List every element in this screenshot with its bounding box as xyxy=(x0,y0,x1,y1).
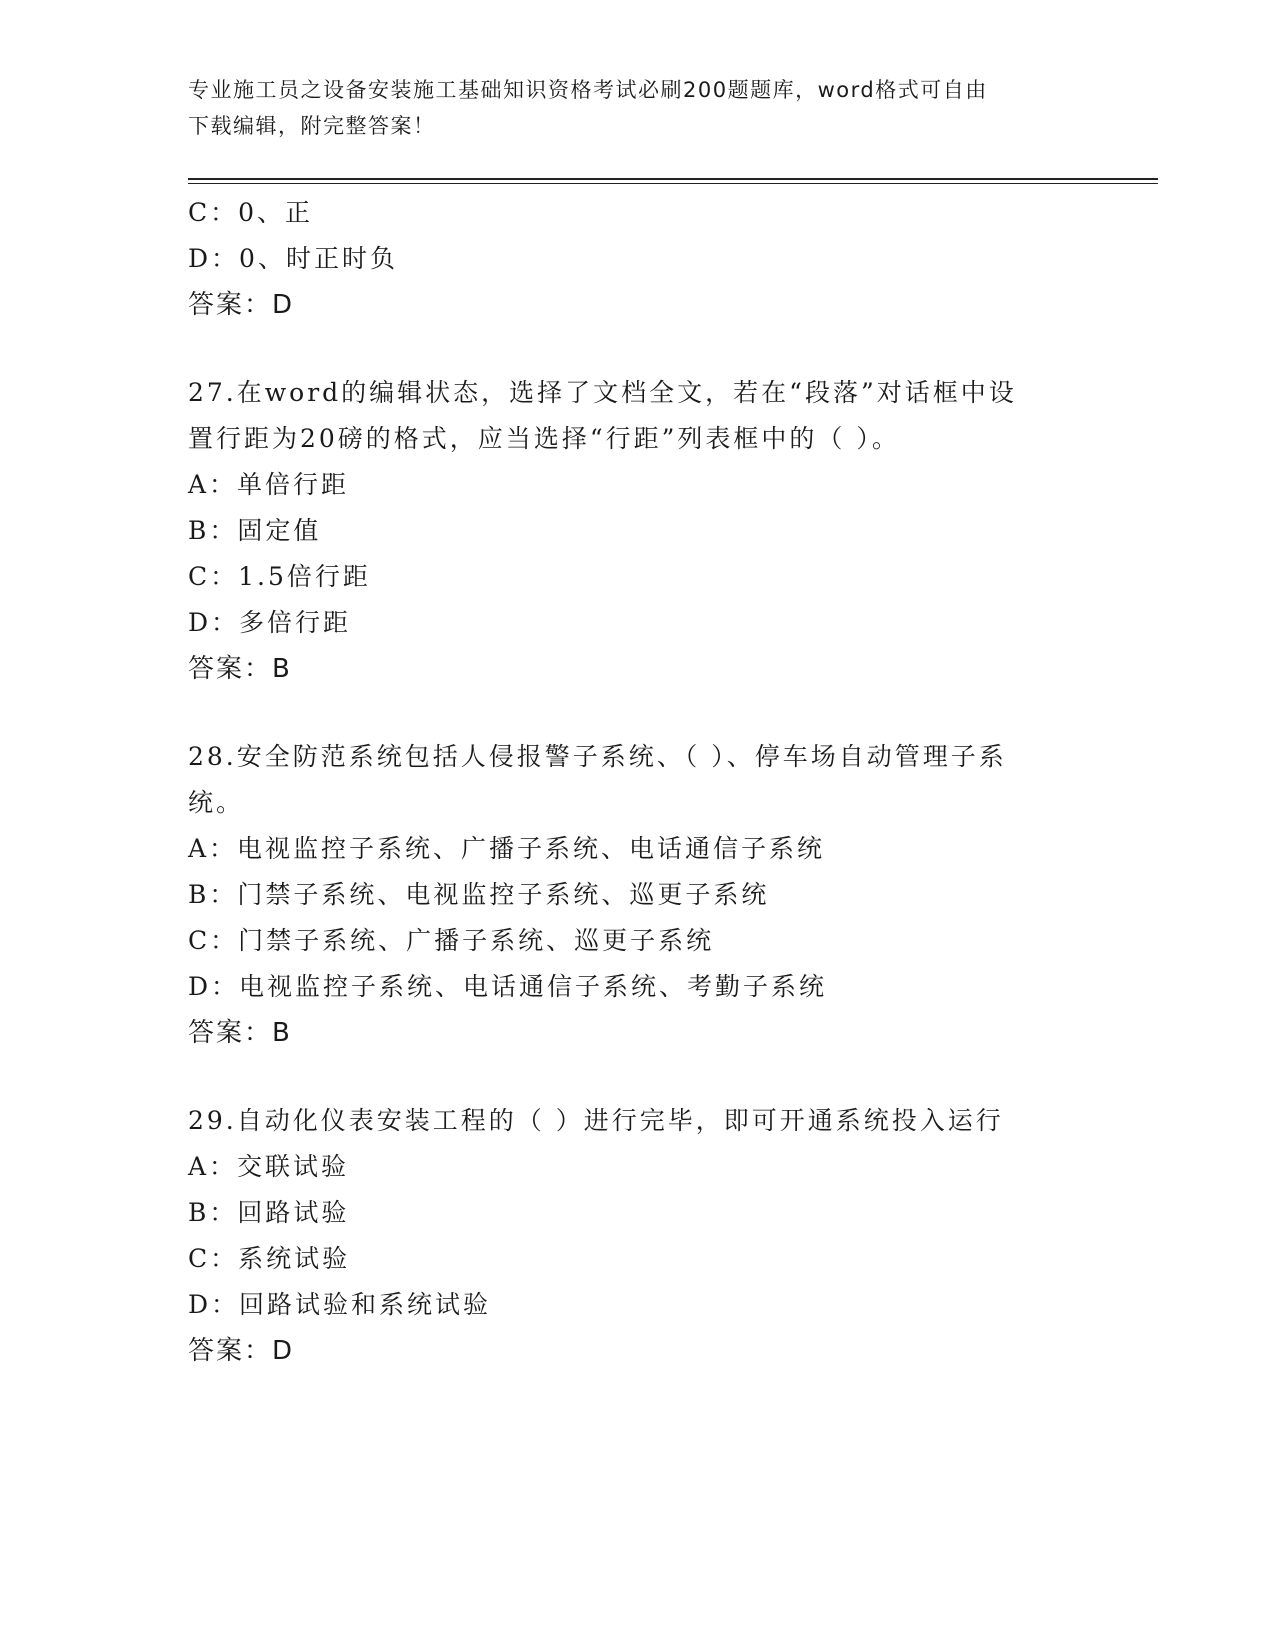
question-stem-line: 29.自动化仪表安装工程的（ ）进行完毕，即可开通系统投入运行 xyxy=(188,1106,1004,1135)
option-a: A：单倍行距 xyxy=(188,470,350,499)
question-29 xyxy=(188,1098,1088,1374)
question-list xyxy=(188,190,1088,1374)
option-b: B：固定值 xyxy=(188,516,322,545)
header-divider-thick xyxy=(188,178,1158,180)
option-d: D：0、时正时负 xyxy=(188,244,398,273)
header-line-2: 下载编辑，附完整答案！ xyxy=(188,114,436,138)
option-b: B：门禁子系统、电视监控子系统、巡更子系统 xyxy=(188,880,770,909)
option-c: C：1.5倍行距 xyxy=(188,562,371,591)
header-divider-thin xyxy=(188,183,1158,184)
question-stem-line: 统。 xyxy=(188,788,245,817)
question-26-continued xyxy=(188,190,1088,328)
question-stem-line: 27.在word的编辑状态，选择了文档全文，若在“段落”对话框中设 xyxy=(188,378,1017,407)
answer: 答案：D xyxy=(188,1336,295,1366)
question-stem-line: 28.安全防范系统包括人侵报警子系统、（ ）、停车场自动管理子系 xyxy=(188,742,1007,771)
option-c: C：门禁子系统、广播子系统、巡更子系统 xyxy=(188,926,715,955)
question-27 xyxy=(188,370,1088,692)
option-b: B：回路试验 xyxy=(188,1198,350,1227)
option-a: A：交联试验 xyxy=(188,1152,350,1181)
question-stem-line: 置行距为20磅的格式，应当选择“行距”列表框中的（ ）。 xyxy=(188,424,900,453)
option-a: A：电视监控子系统、广播子系统、电话通信子系统 xyxy=(188,834,826,863)
option-d: D：电视监控子系统、电话通信子系统、考勤子系统 xyxy=(188,972,828,1001)
option-c: C：0、正 xyxy=(188,198,314,227)
answer: 答案：B xyxy=(188,654,292,684)
answer: 答案：D xyxy=(188,290,295,320)
header-line-1: 专业施工员之设备安装施工基础知识资格考试必刷200题题库，word格式可自由 xyxy=(188,78,988,102)
document-header xyxy=(188,72,1068,144)
question-28 xyxy=(188,734,1088,1056)
answer: 答案：B xyxy=(188,1018,292,1048)
option-d: D：回路试验和系统试验 xyxy=(188,1290,492,1319)
option-c: C：系统试验 xyxy=(188,1244,351,1273)
option-d: D：多倍行距 xyxy=(188,608,352,637)
